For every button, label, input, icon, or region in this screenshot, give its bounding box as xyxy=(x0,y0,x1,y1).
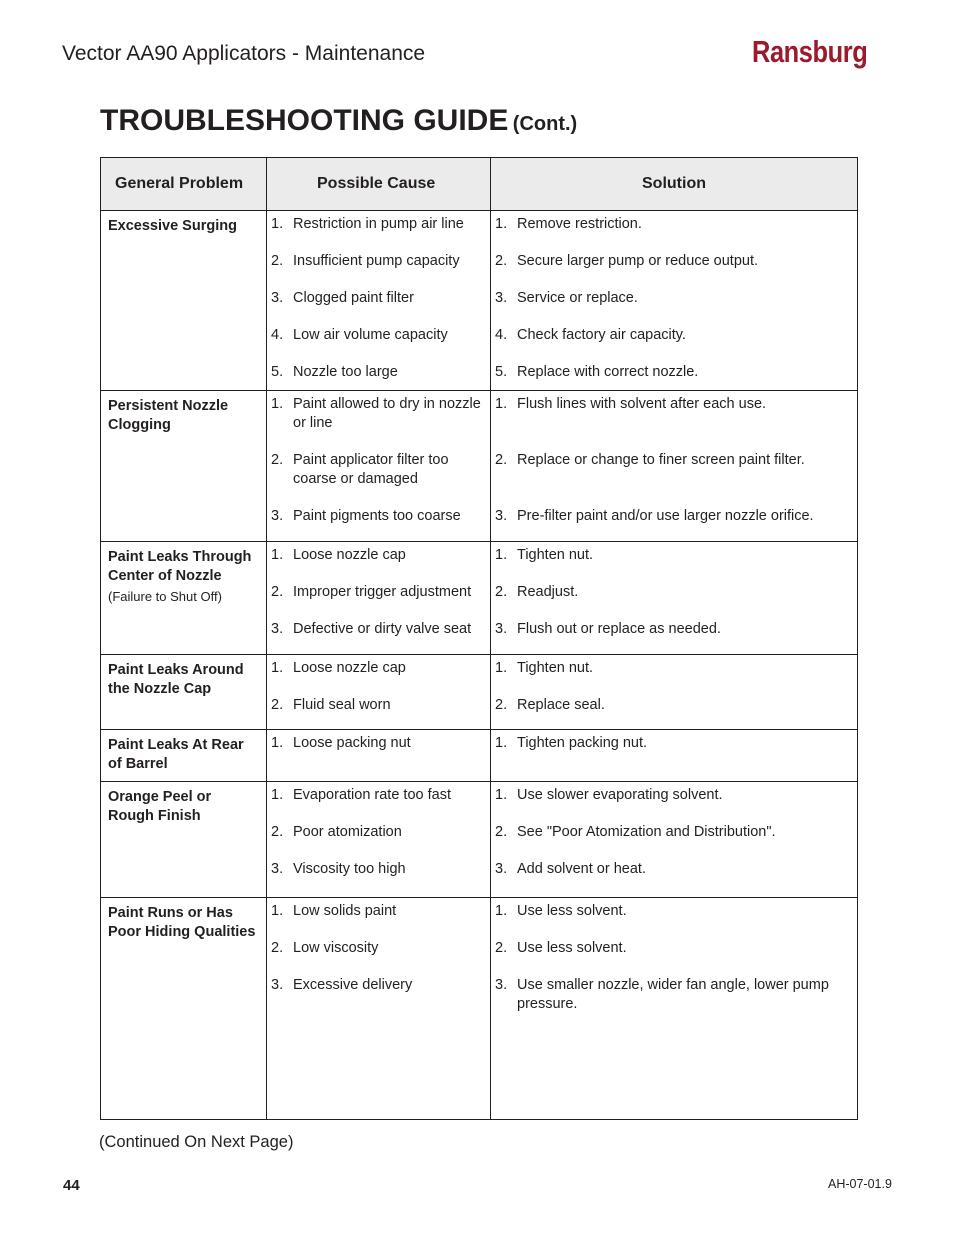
item-text: Tighten nut. xyxy=(517,547,594,563)
solution-item xyxy=(495,976,853,1014)
solution-item xyxy=(495,289,853,308)
item-text: Low viscosity xyxy=(293,940,379,956)
solution-item xyxy=(495,620,853,639)
item-text: Clogged paint filter xyxy=(293,290,414,306)
item-number: 2. xyxy=(271,253,284,269)
column-header-solution: Solution xyxy=(491,158,858,211)
item-number: 4. xyxy=(271,327,284,343)
table-row xyxy=(101,730,858,782)
solution-item xyxy=(495,326,853,345)
problem-label: Paint Runs or Has Poor Hiding Qualities xyxy=(108,905,256,940)
solution-item xyxy=(495,823,853,842)
item-text: Viscosity too high xyxy=(293,861,406,877)
item-number: 2. xyxy=(271,824,284,840)
solution-cell xyxy=(491,898,858,1120)
cause-item xyxy=(271,860,486,879)
item-number: 1. xyxy=(271,396,284,412)
item-text: Service or replace. xyxy=(517,290,638,306)
problem-cell xyxy=(101,898,267,1120)
solution-item xyxy=(495,734,853,753)
solution-item xyxy=(495,939,853,958)
item-number: 1. xyxy=(271,660,284,676)
problem-label: Orange Peel or Rough Finish xyxy=(108,789,212,824)
cause-item xyxy=(271,902,486,921)
solution-item xyxy=(495,252,853,271)
item-number: 1. xyxy=(271,787,284,803)
item-number: 1. xyxy=(271,216,284,232)
item-text: Replace or change to finer screen paint filter. xyxy=(517,452,805,468)
document-header-title: Vector AA90 Applicators - Maintenance xyxy=(62,42,426,65)
item-text: Paint applicator filter too coarse or damaged xyxy=(293,452,449,487)
problem-cell xyxy=(101,211,267,391)
continued-note: (Continued On Next Page) xyxy=(99,1133,294,1151)
solution-item xyxy=(495,659,853,678)
item-text: Poor atomization xyxy=(293,824,402,840)
item-text: Flush out or replace as needed. xyxy=(517,621,721,637)
item-text: Nozzle too large xyxy=(293,364,398,380)
cause-item xyxy=(271,620,486,639)
solution-item xyxy=(495,215,853,234)
item-number: 2. xyxy=(271,584,284,600)
table-row xyxy=(101,542,858,655)
problem-label: Paint Leaks At Rear of Barrel xyxy=(108,737,244,772)
item-number: 3. xyxy=(271,861,284,877)
item-text: Use less solvent. xyxy=(517,940,627,956)
page-title xyxy=(100,104,577,138)
item-number: 1. xyxy=(495,735,508,751)
item-text: Use less solvent. xyxy=(517,903,627,919)
cause-cell xyxy=(267,391,491,542)
item-number: 5. xyxy=(271,364,284,380)
item-text: Loose packing nut xyxy=(293,735,411,751)
cause-item xyxy=(271,507,486,526)
cause-item xyxy=(271,252,486,271)
item-number: 3. xyxy=(271,621,284,637)
solution-cell xyxy=(491,542,858,655)
item-text: Improper trigger adjustment xyxy=(293,584,472,600)
item-number: 2. xyxy=(495,452,508,468)
table-header-row xyxy=(101,158,858,211)
item-number: 1. xyxy=(495,547,508,563)
item-text: Flush lines with solvent after each use. xyxy=(517,396,767,412)
item-text: Add solvent or heat. xyxy=(517,861,646,877)
item-number: 2. xyxy=(495,824,508,840)
item-number: 3. xyxy=(495,290,508,306)
cause-cell xyxy=(267,542,491,655)
item-number: 2. xyxy=(495,253,508,269)
cause-item xyxy=(271,289,486,308)
problem-cell xyxy=(101,655,267,730)
cause-item xyxy=(271,976,486,1014)
item-number: 3. xyxy=(495,508,508,524)
item-text: Pre-filter paint and/or use larger nozzle orifice. xyxy=(517,508,814,524)
item-number: 3. xyxy=(495,977,508,993)
item-number: 2. xyxy=(271,697,284,713)
item-text: Low air volume capacity xyxy=(293,327,448,343)
solution-item xyxy=(495,860,853,879)
item-number: 1. xyxy=(495,660,508,676)
table-row xyxy=(101,211,858,391)
item-text: Readjust. xyxy=(517,584,579,600)
table-row xyxy=(101,655,858,730)
problem-cell xyxy=(101,782,267,898)
page-number: 44 xyxy=(63,1177,80,1194)
cause-item xyxy=(271,583,486,602)
item-text: Replace with correct nozzle. xyxy=(517,364,699,380)
solution-item xyxy=(495,395,853,433)
item-number: 1. xyxy=(495,396,508,412)
cause-item xyxy=(271,546,486,565)
problem-label: Paint Leaks Around the Nozzle Cap xyxy=(108,662,244,697)
cause-item xyxy=(271,395,486,433)
item-number: 2. xyxy=(495,940,508,956)
item-number: 1. xyxy=(495,903,508,919)
item-text: Restriction in pump air line xyxy=(293,216,464,232)
item-number: 1. xyxy=(271,903,284,919)
cause-item xyxy=(271,215,486,234)
table-row xyxy=(101,782,858,898)
document-code: AH-07-01.9 xyxy=(828,1177,892,1191)
item-number: 3. xyxy=(271,508,284,524)
solution-item xyxy=(495,546,853,565)
item-text: Evaporation rate too fast xyxy=(293,787,451,803)
cause-item xyxy=(271,939,486,958)
item-number: 1. xyxy=(271,547,284,563)
item-text: See "Poor Atomization and Distribution". xyxy=(517,824,776,840)
solution-item xyxy=(495,363,853,382)
table-row xyxy=(101,898,858,1120)
item-number: 3. xyxy=(495,861,508,877)
item-text: Paint pigments too coarse xyxy=(293,508,461,524)
problem-label: Persistent Nozzle Clogging xyxy=(108,398,229,433)
cause-item xyxy=(271,451,486,489)
solution-cell xyxy=(491,391,858,542)
problem-cell xyxy=(101,542,267,655)
brand-logo: Ransburg xyxy=(752,34,868,69)
cause-cell xyxy=(267,782,491,898)
page-title-main: TROUBLESHOOTING GUIDE xyxy=(100,104,509,137)
item-number: 1. xyxy=(495,787,508,803)
solution-item xyxy=(495,507,853,526)
item-text: Loose nozzle cap xyxy=(293,660,406,676)
solution-cell xyxy=(491,655,858,730)
column-header-general-problem: General Problem xyxy=(101,158,267,211)
solution-item xyxy=(495,696,853,715)
item-number: 1. xyxy=(271,735,284,751)
item-text: Tighten packing nut. xyxy=(517,735,648,751)
cause-item xyxy=(271,659,486,678)
solution-cell xyxy=(491,730,858,782)
item-text: Remove restriction. xyxy=(517,216,642,232)
problem-label: Excessive Surging xyxy=(108,218,237,234)
item-number: 4. xyxy=(495,327,508,343)
cause-item xyxy=(271,696,486,715)
item-number: 2. xyxy=(271,940,284,956)
cause-item xyxy=(271,363,486,382)
column-header-possible-cause: Possible Cause xyxy=(267,158,491,211)
item-number: 3. xyxy=(271,977,284,993)
item-text: Replace seal. xyxy=(517,697,605,713)
item-number: 2. xyxy=(495,697,508,713)
item-text: Fluid seal worn xyxy=(293,697,391,713)
problem-label: Paint Leaks Through Center of Nozzle xyxy=(108,549,252,584)
cause-item xyxy=(271,823,486,842)
item-number: 5. xyxy=(495,364,508,380)
solution-cell xyxy=(491,782,858,898)
item-number: 2. xyxy=(271,452,284,468)
problem-note: (Failure to Shut Off) xyxy=(108,589,222,604)
troubleshooting-table xyxy=(100,157,858,1120)
cause-item xyxy=(271,326,486,345)
item-text: Low solids paint xyxy=(293,903,397,919)
solution-cell xyxy=(491,211,858,391)
cause-cell xyxy=(267,655,491,730)
solution-item xyxy=(495,786,853,805)
item-number: 3. xyxy=(271,290,284,306)
item-text: Use slower evaporating solvent. xyxy=(517,787,723,803)
item-text: Tighten nut. xyxy=(517,660,594,676)
item-number: 2. xyxy=(495,584,508,600)
page-title-sub: (Cont.) xyxy=(512,113,578,135)
problem-cell xyxy=(101,391,267,542)
solution-item xyxy=(495,583,853,602)
cause-cell xyxy=(267,898,491,1120)
cause-cell xyxy=(267,730,491,782)
cause-item xyxy=(271,786,486,805)
solution-item xyxy=(495,451,853,489)
solution-item xyxy=(495,902,853,921)
item-text: Secure larger pump or reduce output. xyxy=(517,253,758,269)
item-text: Defective or dirty valve seat xyxy=(293,621,472,637)
item-text: Loose nozzle cap xyxy=(293,547,406,563)
item-number: 3. xyxy=(495,621,508,637)
item-text: Insufficient pump capacity xyxy=(293,253,460,269)
cause-item xyxy=(271,734,486,753)
problem-cell xyxy=(101,730,267,782)
item-text: Use smaller nozzle, wider fan angle, lower pump pressure. xyxy=(517,977,829,1012)
cause-cell xyxy=(267,211,491,391)
item-text: Excessive delivery xyxy=(293,977,413,993)
item-text: Check factory air capacity. xyxy=(517,327,686,343)
table-row xyxy=(101,391,858,542)
item-text: Paint allowed to dry in nozzle or line xyxy=(293,396,481,431)
item-number: 1. xyxy=(495,216,508,232)
